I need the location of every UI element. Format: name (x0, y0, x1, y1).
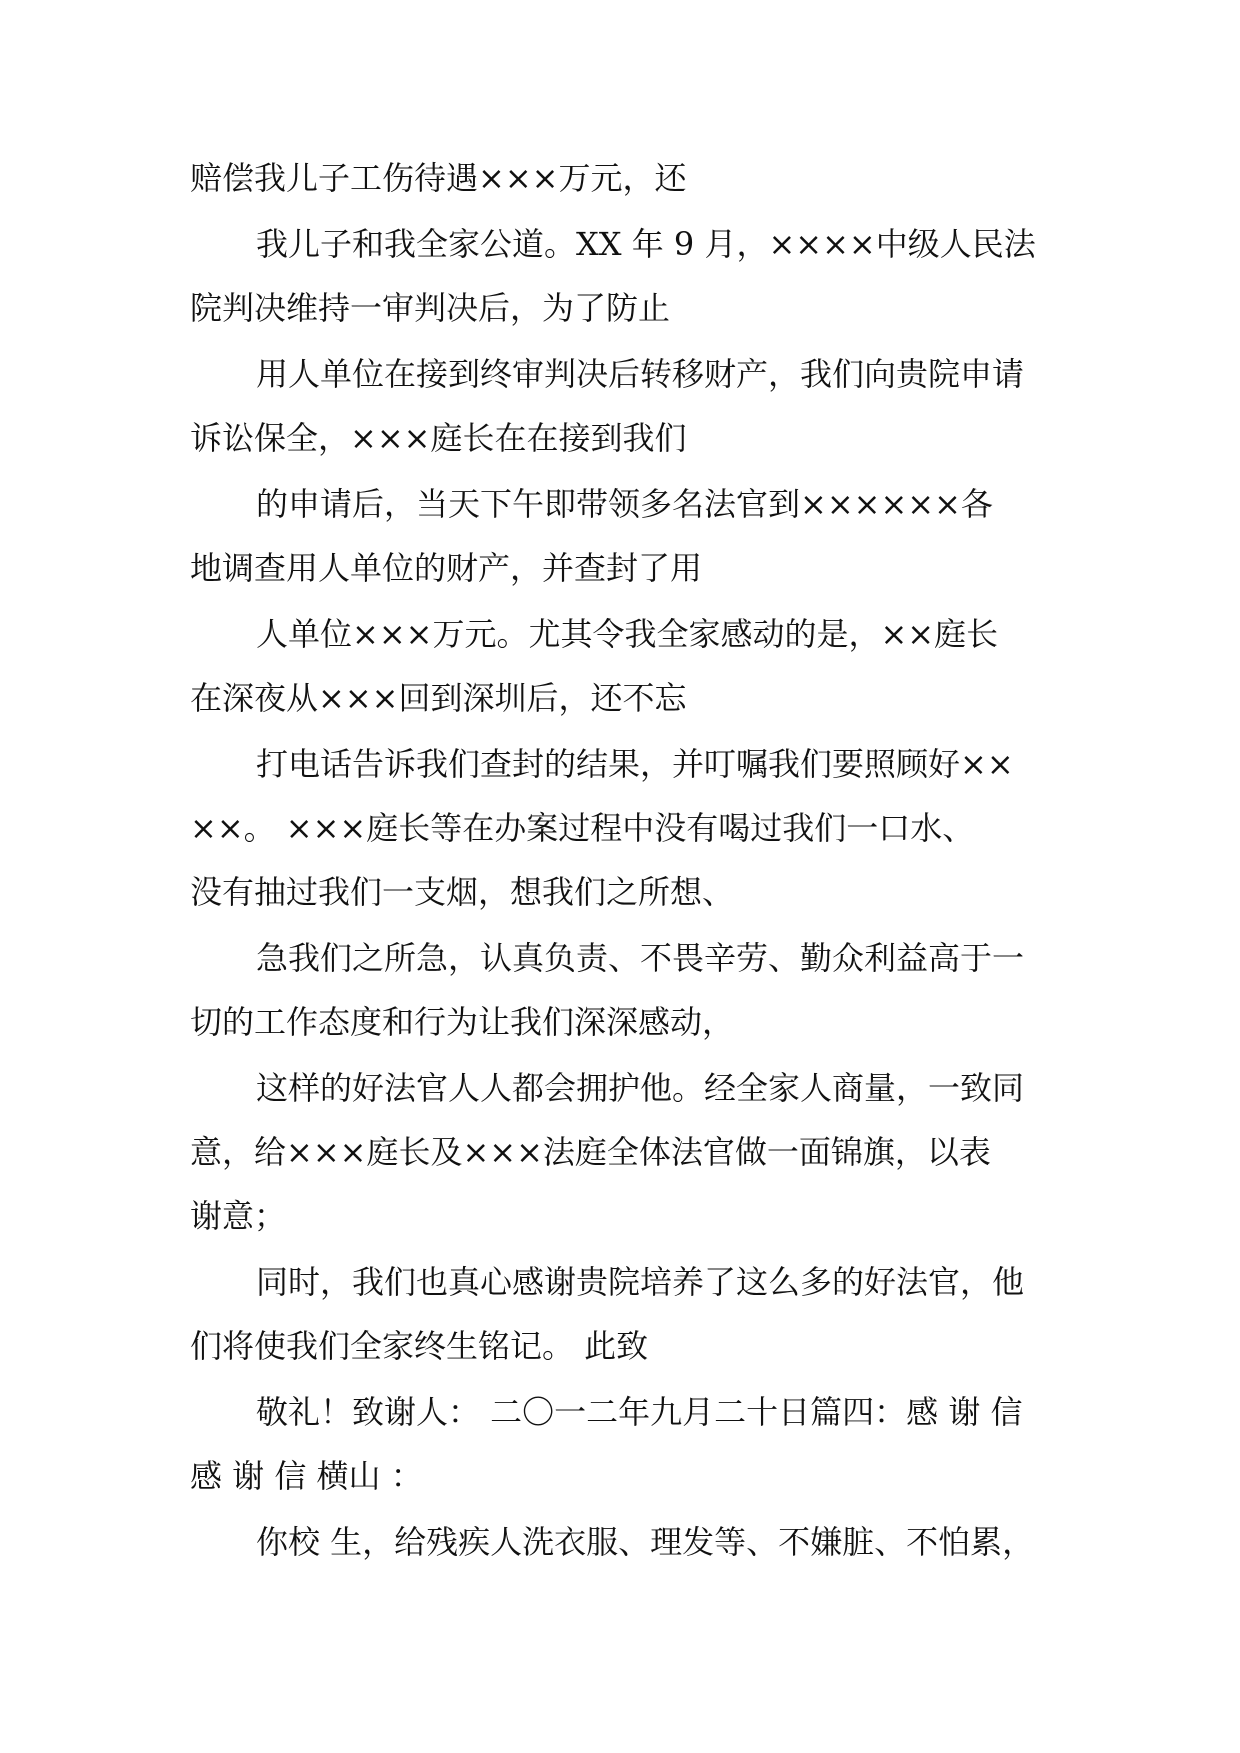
text-line: 赔偿我儿子工伤待遇×××万元，还 (190, 159, 687, 197)
paragraph (190, 342, 1060, 470)
text-line: 用人单位在接到终审判决后转移财产，我们向贵院申请 (256, 355, 1025, 393)
paragraph (190, 602, 1060, 730)
text-line: ××。 ×××庭长等在办案过程中没有喝过我们一口水、 (190, 809, 975, 847)
paragraph (190, 472, 1060, 600)
letter-body (190, 146, 1060, 1574)
text-line: 我儿子和我全家公道。XX 年 9 月，××××中级人民法 (256, 225, 1036, 263)
text-line: 感 谢 信 横山 ： (190, 1457, 423, 1495)
text-line: 人单位×××万元。尤其令我全家感动的是，××庭长 (256, 615, 999, 653)
text-line: 敬礼！致谢人： 二〇一二年九月二十日篇四：感 谢 信 (256, 1393, 1023, 1431)
text-line: 急我们之所急，认真负责、不畏辛劳、勤众利益高于一 (256, 939, 1025, 977)
text-line: 同时，我们也真心感谢贵院培养了这么多的好法官，他 (256, 1263, 1025, 1301)
text-line: 谢意； (190, 1197, 287, 1235)
text-line: 诉讼保全，×××庭长在在接到我们 (190, 419, 687, 457)
paragraph (190, 1250, 1060, 1378)
paragraph (190, 1380, 1060, 1508)
paragraph (190, 732, 1060, 924)
paragraph (190, 926, 1060, 1054)
text-line: 在深夜从×××回到深圳后，还不忘 (190, 679, 687, 717)
text-line: 没有抽过我们一支烟，想我们之所想、 (190, 873, 735, 911)
paragraph (190, 146, 1060, 210)
text-line: 地调查用人单位的财产，并查封了用 (190, 549, 703, 587)
paragraph (190, 1510, 1060, 1574)
text-line: 切的工作态度和行为让我们深深感动， (190, 1003, 735, 1041)
text-line: 你校 生，给残疾人洗衣服、理发等、不嫌脏、不怕累， (256, 1523, 1035, 1561)
text-line: 打电话告诉我们查封的结果，并叮嘱我们要照顾好×× (256, 745, 1014, 783)
text-line: 们将使我们全家终生铭记。 此致 (190, 1327, 649, 1365)
text-line: 院判决维持一审判决后，为了防止 (190, 289, 671, 327)
text-line: 这样的好法官人人都会拥护他。经全家人商量，一致同 (256, 1069, 1025, 1107)
text-line: 的申请后，当天下午即带领多名法官到××××××各 (256, 485, 993, 523)
paragraph (190, 212, 1060, 340)
paragraph (190, 1056, 1060, 1248)
text-line: 意，给×××庭长及×××法庭全体法官做一面锦旗，以表 (190, 1133, 991, 1171)
